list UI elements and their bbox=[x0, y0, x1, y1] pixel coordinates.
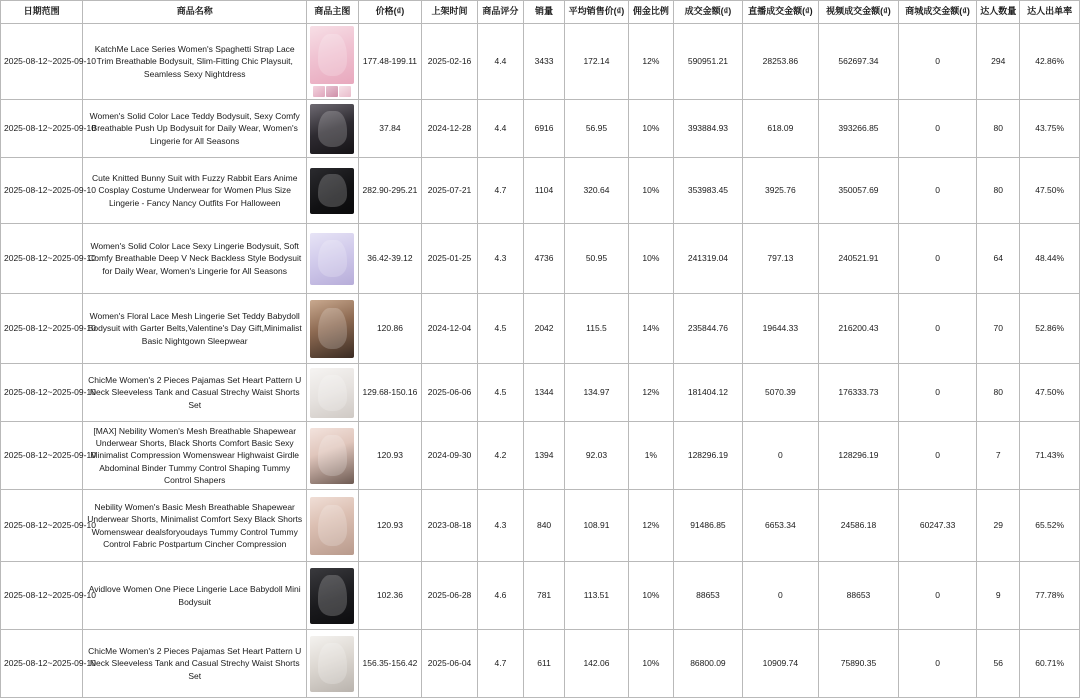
cell-price: 120.86 bbox=[358, 294, 422, 364]
product-thumbnail-image[interactable] bbox=[310, 168, 354, 214]
cell-gmv: 235844.76 bbox=[674, 294, 743, 364]
cell-avg-price: 172.14 bbox=[565, 24, 629, 100]
cell-gmv: 91486.85 bbox=[674, 490, 743, 562]
product-thumbnail-image[interactable] bbox=[310, 233, 354, 285]
cell-creator-order-rate: 71.43% bbox=[1020, 422, 1080, 490]
cell-mall-gmv: 0 bbox=[899, 294, 977, 364]
cell-gmv: 86800.09 bbox=[674, 630, 743, 698]
cell-listing-time: 2025-01-25 bbox=[422, 224, 477, 294]
cell-date-range: 2025-08-12~2025-09-10 bbox=[1, 490, 83, 562]
cell-gmv: 590951.21 bbox=[674, 24, 743, 100]
cell-creator-count: 294 bbox=[977, 24, 1020, 100]
cell-product-image[interactable] bbox=[307, 158, 358, 224]
cell-rating: 4.4 bbox=[477, 24, 523, 100]
cell-creator-order-rate: 52.86% bbox=[1020, 294, 1080, 364]
cell-video-gmv: 88653 bbox=[818, 562, 898, 630]
cell-product-name[interactable]: ChicMe Women's 2 Pieces Pajamas Set Heart Pattern U Neck Sleeveless Tank and Casual Strechy Waist Shorts Set bbox=[83, 630, 307, 698]
product-thumbnail-image[interactable] bbox=[310, 636, 354, 692]
cell-product-image[interactable] bbox=[307, 294, 358, 364]
cell-product-name[interactable]: Women's Solid Color Lace Teddy Bodysuit, Sexy Comfy Breathable Push Up Bodysuit for Daily Wear, Women's Lingerie for All Seasons bbox=[83, 100, 307, 158]
product-thumbnail-image[interactable] bbox=[310, 300, 354, 358]
column-header-avg-price[interactable]: 平均销售价(₫) bbox=[565, 1, 629, 24]
column-header-mall-gmv[interactable]: 商城成交金额(₫) bbox=[899, 1, 977, 24]
cell-creator-order-rate: 77.78% bbox=[1020, 562, 1080, 630]
column-header-video-gmv[interactable]: 视频成交金额(₫) bbox=[818, 1, 898, 24]
cell-rating: 4.5 bbox=[477, 294, 523, 364]
column-header-date-range[interactable]: 日期范围 bbox=[1, 1, 83, 24]
column-header-sales[interactable]: 销量 bbox=[524, 1, 565, 24]
cell-price: 37.84 bbox=[358, 100, 422, 158]
cell-avg-price: 115.5 bbox=[565, 294, 629, 364]
cell-video-gmv: 562697.34 bbox=[818, 24, 898, 100]
cell-mall-gmv: 0 bbox=[899, 158, 977, 224]
cell-date-range: 2025-08-12~2025-09-10 bbox=[1, 422, 83, 490]
cell-rating: 4.7 bbox=[477, 630, 523, 698]
table-row[interactable] bbox=[1, 630, 1080, 698]
cell-listing-time: 2024-09-30 bbox=[422, 422, 477, 490]
cell-creator-count: 29 bbox=[977, 490, 1020, 562]
cell-video-gmv: 24586.18 bbox=[818, 490, 898, 562]
cell-creator-count: 80 bbox=[977, 364, 1020, 422]
column-header-price[interactable]: 价格(₫) bbox=[358, 1, 422, 24]
cell-listing-time: 2025-06-28 bbox=[422, 562, 477, 630]
cell-commission: 10% bbox=[628, 100, 673, 158]
cell-mall-gmv: 0 bbox=[899, 224, 977, 294]
product-thumbnail-image[interactable] bbox=[310, 497, 354, 555]
cell-video-gmv: 75890.35 bbox=[818, 630, 898, 698]
product-thumbnail-image[interactable] bbox=[310, 568, 354, 624]
cell-avg-price: 113.51 bbox=[565, 562, 629, 630]
cell-avg-price: 92.03 bbox=[565, 422, 629, 490]
cell-sales: 1104 bbox=[524, 158, 565, 224]
column-header-rating[interactable]: 商品评分 bbox=[477, 1, 523, 24]
cell-product-name[interactable]: [MAX] Nebility Women's Mesh Breathable Shapewear Underwear Shorts, Black Shorts Comfort Basic Sexy Minimalist Compression Womenswear Highwaist Girdle Abdominal Binder Tummy Control Shaping Tummy Control Shapers bbox=[83, 422, 307, 490]
cell-date-range: 2025-08-12~2025-09-10 bbox=[1, 100, 83, 158]
cell-sales: 6916 bbox=[524, 100, 565, 158]
cell-date-range: 2025-08-12~2025-09-10 bbox=[1, 224, 83, 294]
cell-video-gmv: 393266.85 bbox=[818, 100, 898, 158]
cell-live-gmv: 28253.86 bbox=[742, 24, 818, 100]
table-body bbox=[1, 24, 1080, 698]
cell-creator-order-rate: 48.44% bbox=[1020, 224, 1080, 294]
cell-gmv: 128296.19 bbox=[674, 422, 743, 490]
cell-listing-time: 2025-06-04 bbox=[422, 630, 477, 698]
cell-product-name[interactable]: Avidlove Women One Piece Lingerie Lace Babydoll Mini Bodysuit bbox=[83, 562, 307, 630]
cell-commission: 10% bbox=[628, 158, 673, 224]
table-row[interactable] bbox=[1, 422, 1080, 490]
column-header-product-image[interactable]: 商品主图 bbox=[307, 1, 358, 24]
cell-live-gmv: 6653.34 bbox=[742, 490, 818, 562]
cell-price: 129.68-150.16 bbox=[358, 364, 422, 422]
cell-commission: 12% bbox=[628, 24, 673, 100]
cell-rating: 4.5 bbox=[477, 364, 523, 422]
cell-avg-price: 108.91 bbox=[565, 490, 629, 562]
cell-rating: 4.2 bbox=[477, 422, 523, 490]
cell-live-gmv: 618.09 bbox=[742, 100, 818, 158]
cell-commission: 14% bbox=[628, 294, 673, 364]
cell-avg-price: 320.64 bbox=[565, 158, 629, 224]
cell-price: 177.48-199.11 bbox=[358, 24, 422, 100]
cell-live-gmv: 0 bbox=[742, 422, 818, 490]
cell-creator-order-rate: 47.50% bbox=[1020, 158, 1080, 224]
cell-creator-count: 9 bbox=[977, 562, 1020, 630]
cell-sales: 1394 bbox=[524, 422, 565, 490]
cell-creator-order-rate: 65.52% bbox=[1020, 490, 1080, 562]
cell-listing-time: 2024-12-04 bbox=[422, 294, 477, 364]
cell-sales: 840 bbox=[524, 490, 565, 562]
cell-product-name[interactable]: Cute Knitted Bunny Suit with Fuzzy Rabbit Ears Anime Cosplay Costume Underwear for Women Plus Size Lingerie - Fancy Nancy Outfits For Halloween bbox=[83, 158, 307, 224]
cell-mall-gmv: 0 bbox=[899, 24, 977, 100]
column-header-product-name[interactable]: 商品名称 bbox=[83, 1, 307, 24]
cell-creator-order-rate: 42.86% bbox=[1020, 24, 1080, 100]
cell-product-name[interactable]: Women's Solid Color Lace Sexy Lingerie Bodysuit, Soft Comfy Breathable Deep V Neck Backless Style Bodysuit for Daily Wear, Women's Lingerie for All Seasons bbox=[83, 224, 307, 294]
table-row[interactable] bbox=[1, 490, 1080, 562]
cell-product-name[interactable]: KatchMe Lace Series Women's Spaghetti Strap Lace Trim Breathable Bodysuit, Slim-Fitting Chic Playsuit, Seamless Sexy Nightdress bbox=[83, 24, 307, 100]
cell-price: 282.90-295.21 bbox=[358, 158, 422, 224]
cell-live-gmv: 797.13 bbox=[742, 224, 818, 294]
cell-listing-time: 2024-12-28 bbox=[422, 100, 477, 158]
cell-rating: 4.3 bbox=[477, 490, 523, 562]
cell-mall-gmv: 0 bbox=[899, 630, 977, 698]
cell-product-name[interactable]: ChicMe Women's 2 Pieces Pajamas Set Heart Pattern U Neck Sleeveless Tank and Casual Strechy Waist Shorts Set bbox=[83, 364, 307, 422]
cell-live-gmv: 5070.39 bbox=[742, 364, 818, 422]
cell-creator-count: 80 bbox=[977, 158, 1020, 224]
cell-price: 120.93 bbox=[358, 490, 422, 562]
column-header-live-gmv[interactable]: 直播成交金额(₫) bbox=[742, 1, 818, 24]
column-header-creator-order-rate[interactable]: 达人出单率 bbox=[1020, 1, 1080, 24]
product-thumbnail-image[interactable] bbox=[310, 104, 354, 154]
cell-listing-time: 2023-08-18 bbox=[422, 490, 477, 562]
cell-date-range: 2025-08-12~2025-09-10 bbox=[1, 364, 83, 422]
table-row[interactable] bbox=[1, 364, 1080, 422]
cell-product-image[interactable] bbox=[307, 364, 358, 422]
cell-rating: 4.6 bbox=[477, 562, 523, 630]
cell-avg-price: 50.95 bbox=[565, 224, 629, 294]
column-header-commission[interactable]: 佣金比例 bbox=[628, 1, 673, 24]
cell-live-gmv: 19644.33 bbox=[742, 294, 818, 364]
cell-creator-order-rate: 47.50% bbox=[1020, 364, 1080, 422]
cell-creator-count: 64 bbox=[977, 224, 1020, 294]
cell-creator-order-rate: 43.75% bbox=[1020, 100, 1080, 158]
cell-product-name[interactable]: Nebility Women's Basic Mesh Breathable Shapewear Underwear Shorts, Minimalist Comfort Sexy Black Shorts Womenswear dealsforyoudays Tummy Control Tummy Control Fabric Postpartum Cincher Compression bbox=[83, 490, 307, 562]
cell-commission: 12% bbox=[628, 490, 673, 562]
cell-price: 102.36 bbox=[358, 562, 422, 630]
cell-product-image[interactable] bbox=[307, 562, 358, 630]
table-row[interactable] bbox=[1, 100, 1080, 158]
cell-product-image[interactable] bbox=[307, 630, 358, 698]
cell-mall-gmv: 0 bbox=[899, 364, 977, 422]
product-thumbnail-image[interactable] bbox=[310, 368, 354, 418]
product-thumbnail-image[interactable] bbox=[310, 26, 354, 84]
cell-date-range: 2025-08-12~2025-09-10 bbox=[1, 562, 83, 630]
cell-mall-gmv: 0 bbox=[899, 100, 977, 158]
cell-product-image[interactable] bbox=[307, 24, 358, 100]
cell-date-range: 2025-08-12~2025-09-10 bbox=[1, 158, 83, 224]
cell-creator-order-rate: 60.71% bbox=[1020, 630, 1080, 698]
cell-commission: 10% bbox=[628, 224, 673, 294]
cell-video-gmv: 350057.69 bbox=[818, 158, 898, 224]
cell-commission: 12% bbox=[628, 364, 673, 422]
cell-mall-gmv: 60247.33 bbox=[899, 490, 977, 562]
cell-product-image[interactable] bbox=[307, 100, 358, 158]
cell-product-name[interactable]: Women's Floral Lace Mesh Lingerie Set Teddy Babydoll Bodysuit with Garter Belts,Valentine's Day Gift,Minimalist Basic Nightgown Sleepwear bbox=[83, 294, 307, 364]
table-row[interactable] bbox=[1, 158, 1080, 224]
cell-listing-time: 2025-07-21 bbox=[422, 158, 477, 224]
cell-video-gmv: 240521.91 bbox=[818, 224, 898, 294]
cell-mall-gmv: 0 bbox=[899, 422, 977, 490]
product-thumbnail-image[interactable] bbox=[310, 428, 354, 484]
cell-price: 120.93 bbox=[358, 422, 422, 490]
table-row[interactable] bbox=[1, 562, 1080, 630]
cell-date-range: 2025-08-12~2025-09-10 bbox=[1, 24, 83, 100]
cell-commission: 10% bbox=[628, 630, 673, 698]
table-row[interactable] bbox=[1, 24, 1080, 100]
table-header-row bbox=[1, 1, 1080, 24]
cell-creator-count: 56 bbox=[977, 630, 1020, 698]
cell-live-gmv: 0 bbox=[742, 562, 818, 630]
cell-avg-price: 142.06 bbox=[565, 630, 629, 698]
cell-mall-gmv: 0 bbox=[899, 562, 977, 630]
cell-date-range: 2025-08-12~2025-09-10 bbox=[1, 630, 83, 698]
cell-listing-time: 2025-06-06 bbox=[422, 364, 477, 422]
cell-sales: 2042 bbox=[524, 294, 565, 364]
table-header bbox=[1, 1, 1080, 24]
cell-creator-count: 70 bbox=[977, 294, 1020, 364]
cell-avg-price: 134.97 bbox=[565, 364, 629, 422]
cell-date-range: 2025-08-12~2025-09-10 bbox=[1, 294, 83, 364]
cell-price: 36.42-39.12 bbox=[358, 224, 422, 294]
cell-product-image[interactable] bbox=[307, 490, 358, 562]
cell-live-gmv: 3925.76 bbox=[742, 158, 818, 224]
cell-commission: 10% bbox=[628, 562, 673, 630]
cell-price: 156.35-156.42 bbox=[358, 630, 422, 698]
cell-video-gmv: 176333.73 bbox=[818, 364, 898, 422]
cell-creator-count: 80 bbox=[977, 100, 1020, 158]
cell-gmv: 353983.45 bbox=[674, 158, 743, 224]
cell-sales: 1344 bbox=[524, 364, 565, 422]
cell-sales: 4736 bbox=[524, 224, 565, 294]
cell-sales: 611 bbox=[524, 630, 565, 698]
cell-live-gmv: 10909.74 bbox=[742, 630, 818, 698]
table-row[interactable] bbox=[1, 294, 1080, 364]
cell-gmv: 393884.93 bbox=[674, 100, 743, 158]
cell-rating: 4.7 bbox=[477, 158, 523, 224]
cell-creator-count: 7 bbox=[977, 422, 1020, 490]
cell-product-image[interactable] bbox=[307, 422, 358, 490]
cell-rating: 4.3 bbox=[477, 224, 523, 294]
cell-avg-price: 56.95 bbox=[565, 100, 629, 158]
column-header-listing-time[interactable]: 上架时间 bbox=[422, 1, 477, 24]
cell-gmv: 88653 bbox=[674, 562, 743, 630]
cell-sales: 3433 bbox=[524, 24, 565, 100]
cell-gmv: 241319.04 bbox=[674, 224, 743, 294]
column-header-creator-count[interactable]: 达人数量 bbox=[977, 1, 1020, 24]
column-header-gmv[interactable]: 成交金额(₫) bbox=[674, 1, 743, 24]
cell-rating: 4.4 bbox=[477, 100, 523, 158]
cell-gmv: 181404.12 bbox=[674, 364, 743, 422]
cell-listing-time: 2025-02-16 bbox=[422, 24, 477, 100]
cell-product-image[interactable] bbox=[307, 224, 358, 294]
cell-video-gmv: 216200.43 bbox=[818, 294, 898, 364]
cell-video-gmv: 128296.19 bbox=[818, 422, 898, 490]
product-thumbnail-variants bbox=[310, 86, 354, 97]
cell-sales: 781 bbox=[524, 562, 565, 630]
cell-commission: 1% bbox=[628, 422, 673, 490]
table-row[interactable] bbox=[1, 224, 1080, 294]
